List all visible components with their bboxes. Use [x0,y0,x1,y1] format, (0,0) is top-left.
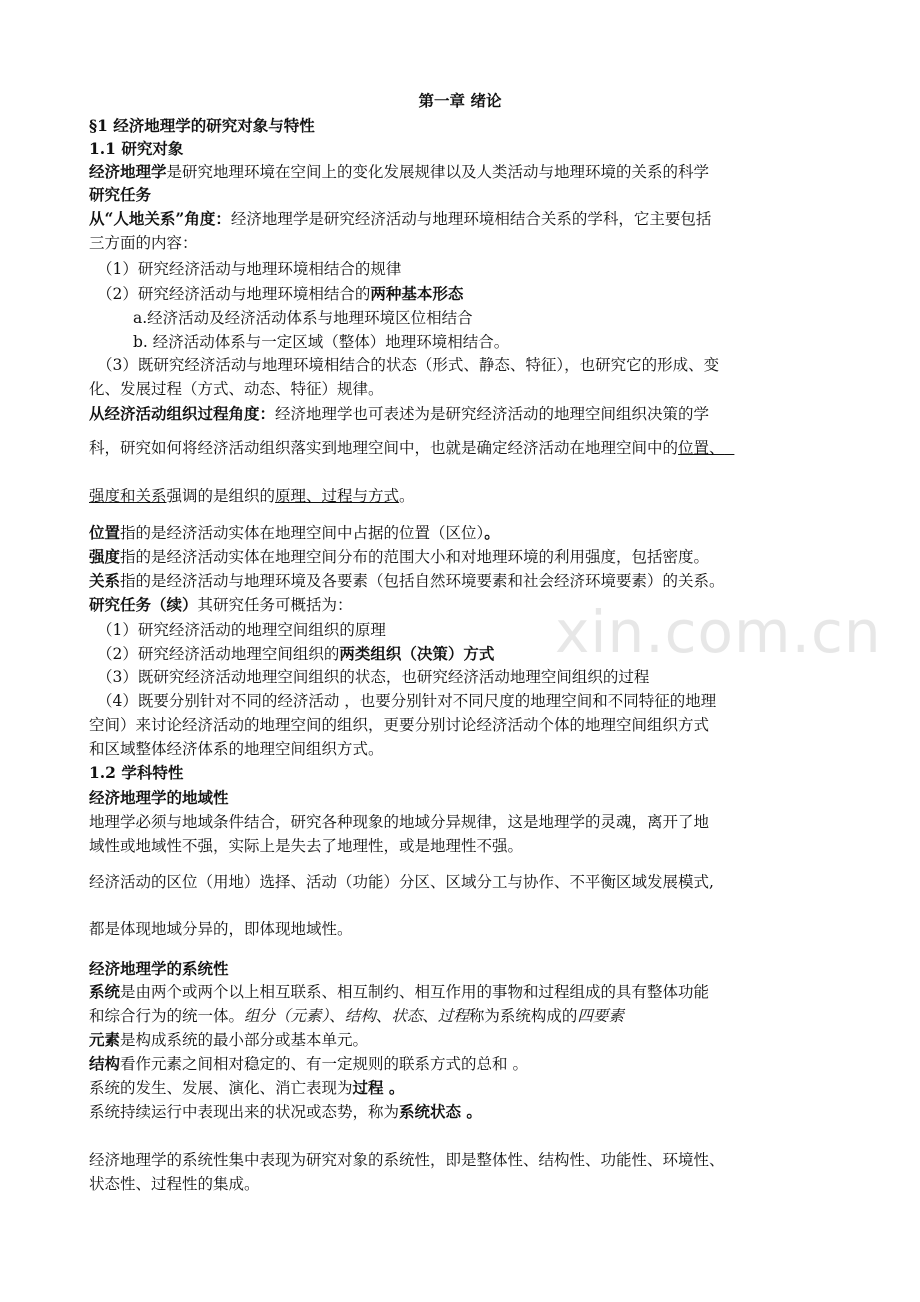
term: 经济地理学 [89,162,167,181]
definition-line [89,1005,624,1027]
text: 、 [422,1007,438,1025]
text: 经济地理学也可表述为是研究经济活动的地理空间组织决策的学 [275,405,710,423]
paragraph-heading: 经济地理学的地域性 [89,788,229,807]
term: 位置 [89,523,121,542]
chapter-title: 第一章 绪论 [418,91,502,110]
list-item: （1）研究经济活动的地理空间组织的原理 [97,621,386,639]
text: 科，研究如何将经济活动组织落实到地理空间中，也就是确定经济活动在地理空间中的 [89,439,679,457]
term: 从经济活动组织过程角度： [89,404,276,423]
list-item: （3）既研究经济活动地理空间组织的状态，也研究经济活动地理空间组织的过程 [97,668,650,686]
text: 称为系统构成的 [468,1007,578,1025]
definition-line [89,1029,368,1051]
term: 元素 [89,1030,121,1049]
paragraph-line: 地理学必须与地域条件结合，研究各种现象的地域分异规律，这是地理学的灵魂，离开了地 [89,813,710,831]
text: 指的是经济活动与地理环境及各要素（包括自然环境要素和社会经济环境要素）的关系。 [120,572,725,590]
definition-line [89,522,500,544]
text: 和综合行为的统一体。 [89,1007,245,1025]
underlined-text: 原理、过程与方式 [275,487,400,505]
text: 。 [484,523,500,542]
paragraph-line [89,485,415,507]
subsection-heading: 1.2 学科特性 [89,763,184,782]
text: 指的是经济活动实体在地理空间分布的范围大小和对地理环境的利用强度，包括密度。 [120,548,710,566]
definition-line [89,1053,528,1075]
text: 、 [329,1007,345,1025]
term: 系统状态 。 [399,1102,482,1121]
text: （2）研究经济活动与地理环境相结合的 [97,285,371,303]
paragraph-line [89,594,353,616]
emphasis: 两种基本形态 [370,284,464,303]
italic-text: 过程 [437,1007,469,1025]
list-item: （1）研究经济活动与地理环境相结合的规律 [97,260,402,278]
underlined-text: 位置、 [678,439,725,457]
underline-tail [725,439,735,457]
list-item-continued: 和区域整体经济体系的地理空间组织方式。 [89,740,384,758]
paragraph-line: 都是体现地域分异的，即体现地域性。 [89,920,353,938]
text: 是由两个或两个以上相互联系、相互制约、相互作用的事物和过程组成的具有整体功能 [120,983,710,1001]
term: 关系 [89,571,121,590]
list-item [97,283,463,305]
text: 。 [399,487,415,505]
term: 强度 [89,547,121,566]
definition-text: 是研究地理环境在空间上的变化发展规律以及人类活动与地理环境的关系的科学 [166,163,710,181]
underlined-text: 强度和关系 [89,487,167,505]
list-item: （4）既要分别针对不同的经济活动 ，也要分别针对不同尺度的地理空间和不同特征的地理 [97,692,717,710]
sub-list-item: a.经济活动及经济活动体系与地理环境区位相结合 [133,309,473,327]
paragraph-line: 经济活动的区位（用地）选择、活动（功能）分区、区域分工与协作、不平衡区域发展模式, [89,873,714,891]
italic-text: 状态 [391,1007,423,1025]
definition-line [89,981,709,1003]
list-item: （3）既研究经济活动与地理环境相结合的状态（形式、静态、特征），也研究它的形成、变 [97,356,720,374]
text: 指的是经济活动实体在地理空间中占据的位置（区位） [120,524,485,542]
list-item [97,643,494,665]
list-item-continued: 空间）来讨论经济活动的地理空间的组织，更要分别讨论经济活动个体的地理空间组织方式 [89,716,710,734]
text: 系统的发生、发展、演化、消亡表现为 [89,1079,353,1097]
text: 强调的是组织的 [166,487,276,505]
term: 从“人地关系”角度： [89,209,231,228]
italic-text: 结构 [344,1007,376,1025]
text: （2）研究经济活动地理空间组织的 [97,645,340,663]
section-heading: §1 经济地理学的研究对象与特性 [89,116,315,135]
term: 结构 [89,1054,121,1073]
italic-text: 四要素 [577,1007,624,1025]
paragraph-line [89,437,734,459]
paragraph-heading: 经济地理学的系统性 [89,959,229,978]
text: 其研究任务可概括为： [197,596,353,614]
sub-list-item: b. 经济活动体系与一定区域（整体）地理环境相结合。 [133,333,510,351]
paragraph-line [89,208,711,230]
text: 、 [375,1007,392,1025]
list-item-continued: 化、发展过程（方式、动态、特征）规律。 [89,380,384,398]
term: 过程 。 [352,1078,405,1097]
definition-line [89,161,709,183]
definition-line [89,546,709,568]
italic-text: 组分（元素） [244,1007,330,1025]
paragraph-line: 域性或地域性不强，实际上是失去了地理性，或是地理性不强。 [89,837,524,855]
subsection-heading: 1.1 研究对象 [89,139,184,158]
paragraph-line: 状态性、过程性的集成。 [89,1175,260,1193]
paragraph-line [89,403,709,425]
paragraph-heading: 研究任务 [89,185,152,204]
paragraph-line: 经济地理学的系统性集中表现为研究对象的系统性，即是整体性、结构性、功能性、环境性、 [89,1151,725,1169]
text: 是构成系统的最小部分或基本单元。 [120,1031,369,1049]
definition-line [89,570,725,592]
paragraph-line: 三方面的内容： [89,234,198,252]
definition-line [89,1077,404,1099]
text: 看作元素之间相对稳定的、有一定规则的联系方式的总和 。 [120,1055,528,1073]
text: 经济地理学是研究经济活动与地理环境相结合关系的学科，它主要包括 [230,210,712,228]
definition-line [89,1101,482,1123]
term: 研究任务（续） [89,595,198,614]
emphasis: 两类组织（决策）方式 [339,644,495,663]
term: 系统 [89,982,121,1001]
text: 系统持续运行中表现出来的状况或态势，称为 [89,1103,400,1121]
watermark: xin.com.cn [555,598,882,666]
